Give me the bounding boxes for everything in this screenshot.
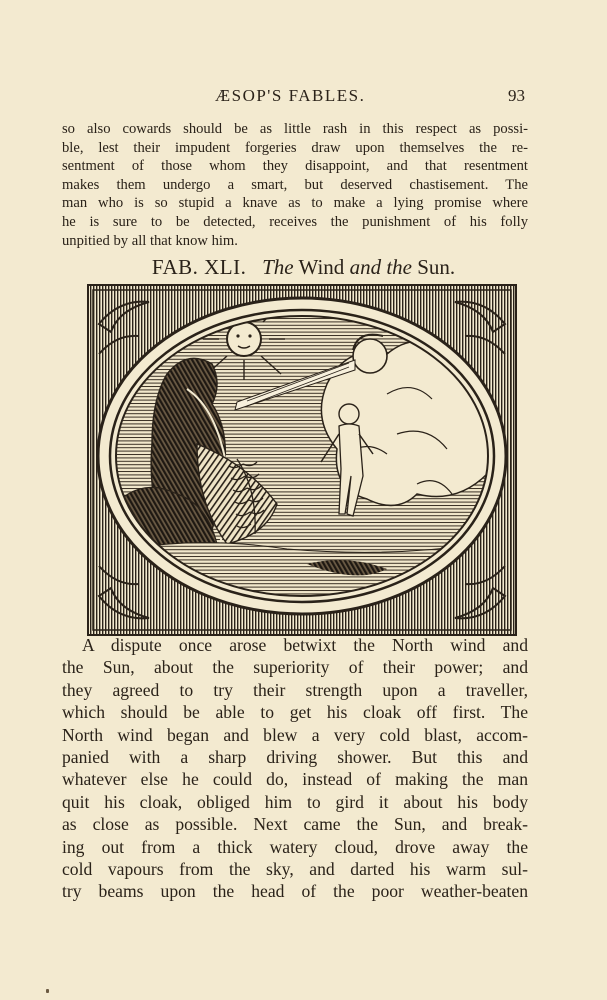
- fable-number: FAB. XLI.: [151, 255, 247, 279]
- text-line: they agreed to try their strength upon a traveller,: [62, 679, 528, 700]
- text-line: cold vapours from the sky, and darted his warm sul-: [62, 858, 528, 879]
- text-line: A dispute once arose betwixt the North wind and: [82, 635, 528, 655]
- text-line: ble, lest their impudent forgeries draw upon themselves the re-: [62, 139, 528, 156]
- text-line: which should be able to get his cloak off first. The: [62, 702, 528, 723]
- text-line: unpitied by all that know him.: [62, 232, 238, 249]
- page-number: 93: [508, 86, 525, 105]
- fable-heading: [0, 255, 607, 280]
- text-line: panied with a sharp driving shower. But this and: [62, 746, 528, 767]
- text-line: ing out from a thick watery cloud, drove away the: [62, 836, 528, 857]
- running-title: ÆSOP'S FABLES.: [215, 86, 366, 105]
- text-line: the Sun, about the superiority of their power; and: [62, 657, 528, 678]
- text-line: as close as possible. Next came the Sun, and break-: [62, 814, 528, 835]
- text-line: quit his cloak, obliged him to gird it about his body: [62, 791, 528, 812]
- fable-title-the: The: [262, 255, 294, 279]
- text-line: sentment of those whom they disappoint, and that resentment: [62, 158, 528, 175]
- text-line: makes them undergo a smart, but deserved chastisement. The: [62, 176, 528, 193]
- woodcut-illustration: [87, 284, 517, 636]
- text-line: he is sure to be detected, receives the punishment of his folly: [62, 213, 528, 230]
- running-head: [0, 86, 607, 110]
- fable-title-sun: Sun.: [417, 255, 456, 279]
- fable-body: [62, 634, 528, 903]
- fable-title-the-2: the: [386, 255, 412, 279]
- ink-speck: [46, 989, 49, 993]
- text-line: so also cowards should be as little rash in this respect as possi-: [62, 121, 528, 137]
- text-line: North wind began and blew a very cold blast, accom-: [62, 724, 528, 745]
- text-line: whatever else he could do, instead of making the man: [62, 769, 528, 790]
- fable-title-and: and: [349, 255, 382, 279]
- previous-fable-moral: [62, 120, 528, 250]
- text-line: try beams upon the head of the poor weather-beaten: [62, 881, 528, 902]
- text-line: man who is so stupid a knave as to make a lying promise where: [62, 195, 528, 212]
- fable-title-wind: Wind: [298, 255, 345, 279]
